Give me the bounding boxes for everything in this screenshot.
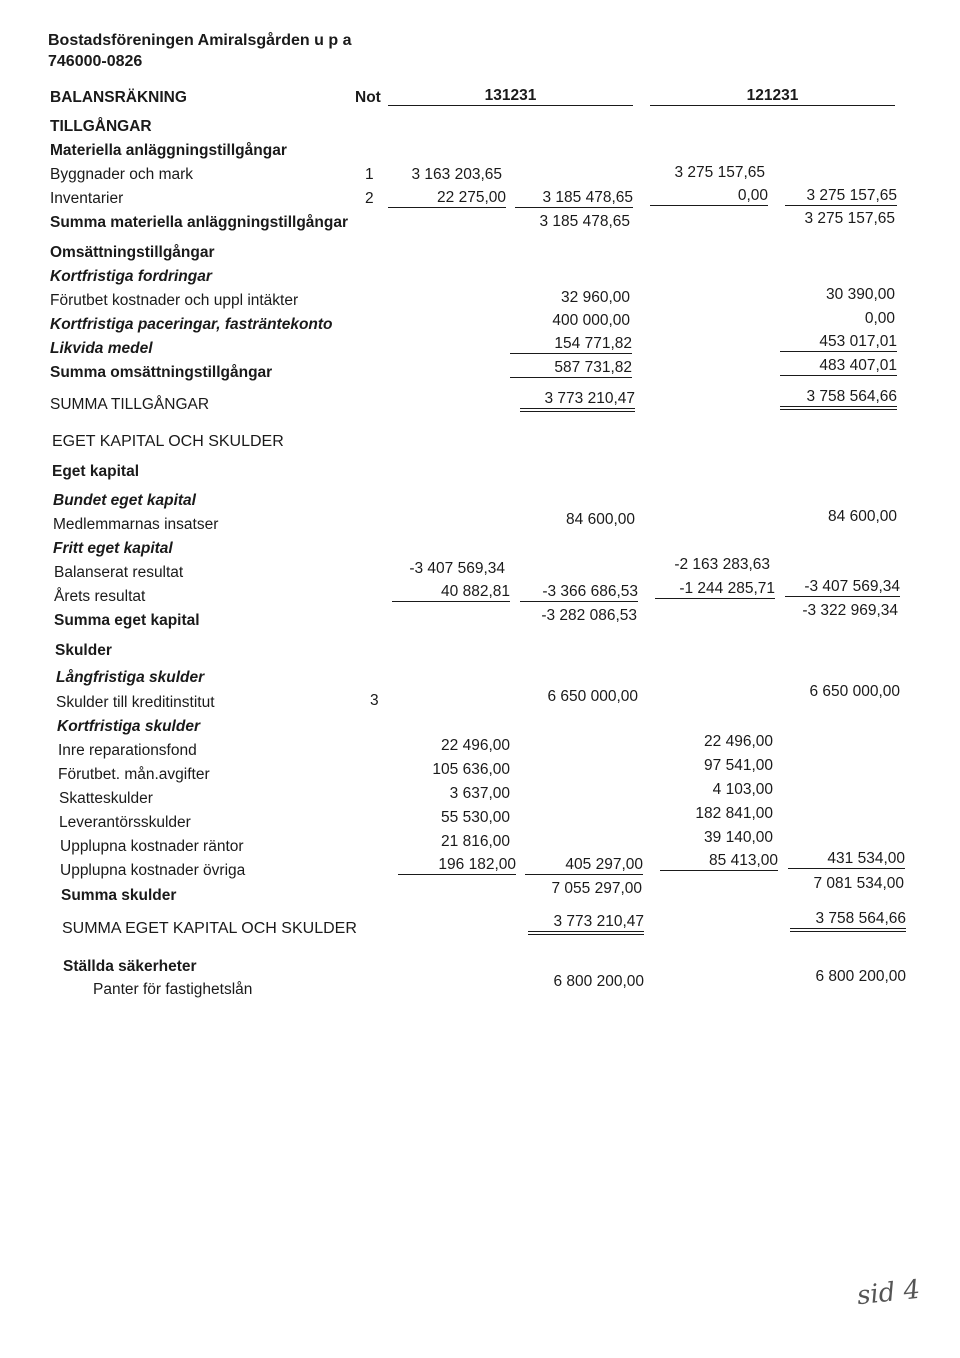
fixed-assets-sum-p1: 3 185 478,65 bbox=[539, 213, 630, 230]
debts-sum-label: Summa skulder bbox=[61, 887, 177, 904]
bound-equity-title: Bundet eget kapital bbox=[53, 492, 196, 509]
short-term-debts-title: Kortfristiga skulder bbox=[57, 718, 200, 735]
members-deposits-p1: 84 600,00 bbox=[566, 511, 635, 528]
total-equity-liabilities-label: SUMMA EGET KAPITAL OCH SKULDER bbox=[62, 920, 357, 937]
fixed-assets-title: Materiella anläggningstillgångar bbox=[50, 142, 287, 159]
current-assets-sum-p1: 587 731,82 bbox=[510, 359, 632, 378]
fixed-assets-sum-p2: 3 275 157,65 bbox=[804, 210, 895, 227]
short-term-receivables-title: Kortfristiga fordringar bbox=[50, 268, 212, 285]
note-column-header: Not bbox=[355, 89, 381, 106]
annual-result-p2-detail: -1 244 285,71 bbox=[655, 580, 775, 599]
annual-result-p1-total: -3 366 686,53 bbox=[520, 583, 638, 602]
credit-institution-debt-p2: 6 650 000,00 bbox=[809, 683, 900, 700]
debts-title: Skulder bbox=[55, 642, 112, 659]
pledged-assets-title: Ställda säkerheter bbox=[63, 958, 197, 975]
free-equity-title: Fritt eget kapital bbox=[53, 540, 173, 557]
short-debt-label: Förutbet. mån.avgifter bbox=[58, 766, 210, 783]
period-1-header: 131231 bbox=[388, 87, 633, 106]
short-debt-p1: 196 182,00 bbox=[398, 856, 516, 875]
total-assets-label: SUMMA TILLGÅNGAR bbox=[50, 396, 210, 413]
short-debt-p1: 21 816,00 bbox=[441, 833, 510, 850]
retained-earnings-p2: -2 163 283,63 bbox=[674, 556, 770, 573]
asset-row-p2-total: 3 275 157,65 bbox=[785, 187, 897, 206]
current-asset-label: Förutbet kostnader och uppl intäkter bbox=[50, 292, 299, 309]
period-2-header: 121231 bbox=[650, 87, 895, 106]
asset-row-p1-total: 3 185 478,65 bbox=[515, 189, 633, 208]
total-assets-p2: 3 758 564,66 bbox=[780, 388, 897, 410]
current-asset-p2: 453 017,01 bbox=[780, 333, 897, 352]
current-assets-title: Omsättningstillgångar bbox=[50, 244, 215, 261]
credit-institution-debt-label: Skulder till kreditinstitut bbox=[56, 694, 215, 711]
debts-sum-p2: 7 081 534,00 bbox=[813, 875, 904, 892]
short-debt-label: Upplupna kostnader övriga bbox=[60, 862, 246, 879]
annual-result-p1-detail: 40 882,81 bbox=[392, 583, 510, 602]
asset-row-note: 1 bbox=[365, 166, 374, 183]
annual-result-p2-total: -3 407 569,34 bbox=[785, 578, 900, 597]
asset-row-note: 2 bbox=[365, 190, 374, 207]
statement-title: BALANSRÄKNING bbox=[50, 89, 187, 106]
short-debts-total-p1: 405 297,00 bbox=[525, 856, 643, 875]
short-debt-label: Upplupna kostnader räntor bbox=[60, 838, 244, 855]
equity-sum-label: Summa eget kapital bbox=[54, 612, 200, 629]
mortgage-pledges-p1: 6 800 200,00 bbox=[553, 973, 644, 990]
retained-earnings-label: Balanserat resultat bbox=[54, 564, 184, 581]
current-assets-sum-p2: 483 407,01 bbox=[780, 357, 897, 376]
asset-row-p1-detail: 22 275,00 bbox=[388, 189, 506, 208]
annual-result-label: Årets resultat bbox=[54, 588, 146, 605]
asset-row-label: Byggnader och mark bbox=[50, 166, 194, 183]
asset-row-p1-detail: 3 163 203,65 bbox=[411, 166, 502, 183]
long-term-debts-title: Långfristiga skulder bbox=[56, 669, 205, 686]
asset-row-p2-detail: 3 275 157,65 bbox=[674, 164, 765, 181]
handwritten-page-mark: sid 4 bbox=[855, 1274, 922, 1312]
short-debt-label: Skatteskulder bbox=[59, 790, 153, 807]
equity-sum-p1: -3 282 086,53 bbox=[541, 607, 637, 624]
current-asset-p1: 400 000,00 bbox=[552, 312, 630, 329]
debts-sum-p1: 7 055 297,00 bbox=[551, 880, 642, 897]
current-asset-label: Likvida medel bbox=[50, 340, 153, 357]
current-asset-p1: 154 771,82 bbox=[510, 335, 632, 354]
current-asset-p2: 0,00 bbox=[864, 310, 895, 327]
members-deposits-p2: 84 600,00 bbox=[828, 508, 897, 525]
asset-row-p2-detail: 0,00 bbox=[650, 187, 768, 206]
mortgage-pledges-p2: 6 800 200,00 bbox=[815, 968, 906, 985]
short-debt-p2: 182 841,00 bbox=[695, 805, 773, 822]
short-debt-p1: 3 637,00 bbox=[449, 785, 510, 802]
short-debt-p2: 22 496,00 bbox=[704, 733, 773, 750]
short-debt-label: Leverantörsskulder bbox=[59, 814, 191, 831]
short-debt-p2: 97 541,00 bbox=[704, 757, 773, 774]
credit-institution-debt-p1: 6 650 000,00 bbox=[547, 688, 638, 705]
current-asset-label: Kortfristiga paceringar, fasträntekonto bbox=[50, 316, 333, 333]
short-debt-p2: 4 103,00 bbox=[712, 781, 773, 798]
current-asset-p2: 30 390,00 bbox=[826, 286, 895, 303]
current-assets-sum-label: Summa omsättningstillgångar bbox=[50, 364, 273, 381]
asset-row-label: Inventarier bbox=[50, 190, 124, 207]
retained-earnings-p1: -3 407 569,34 bbox=[409, 560, 505, 577]
equity-sum-p2: -3 322 969,34 bbox=[802, 602, 898, 619]
organization-number: 746000-0826 bbox=[48, 53, 143, 70]
current-asset-p1: 32 960,00 bbox=[561, 289, 630, 306]
short-debt-p2: 85 413,00 bbox=[660, 852, 778, 871]
short-debt-p1: 55 530,00 bbox=[441, 809, 510, 826]
equity-title: Eget kapital bbox=[52, 463, 139, 480]
total-equity-liabilities-p1: 3 773 210,47 bbox=[528, 913, 644, 935]
organization-name: Bostadsföreningen Amiralsgården u p a bbox=[48, 32, 352, 49]
short-debt-label: Inre reparationsfond bbox=[58, 742, 197, 759]
short-debt-p1: 22 496,00 bbox=[441, 737, 510, 754]
members-deposits-label: Medlemmarnas insatser bbox=[53, 516, 219, 533]
assets-title: TILLGÅNGAR bbox=[50, 118, 152, 135]
short-debt-p1: 105 636,00 bbox=[432, 761, 510, 778]
equity-liabilities-title: EGET KAPITAL OCH SKULDER bbox=[52, 433, 284, 450]
credit-institution-debt-note: 3 bbox=[370, 692, 379, 709]
fixed-assets-sum-label: Summa materiella anläggningstillgångar bbox=[50, 214, 349, 231]
total-assets-p1: 3 773 210,47 bbox=[520, 390, 635, 412]
short-debts-total-p2: 431 534,00 bbox=[788, 850, 905, 869]
total-equity-liabilities-p2: 3 758 564,66 bbox=[790, 910, 906, 932]
mortgage-pledges-label: Panter för fastighetslån bbox=[93, 981, 253, 998]
short-debt-p2: 39 140,00 bbox=[704, 829, 773, 846]
